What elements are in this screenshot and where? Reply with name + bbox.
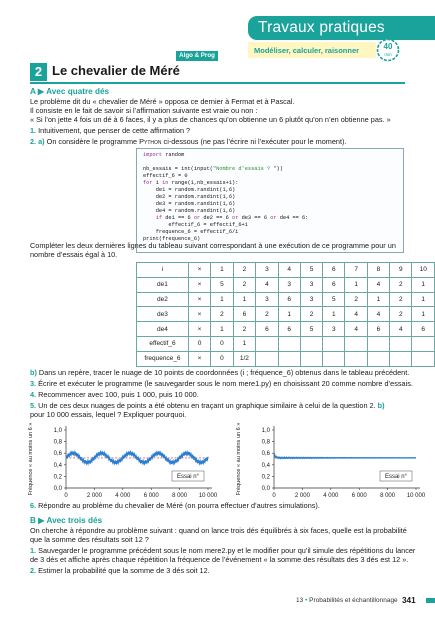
chapter-title: Probabilités et échantillonnage	[309, 597, 398, 604]
table-cell: 1	[345, 277, 367, 292]
chart-oscillating	[26, 420, 218, 502]
table-cell: 6	[233, 307, 256, 322]
table-row-label: de1	[137, 277, 189, 292]
table-cell: 1	[211, 322, 233, 337]
y-tick-label: 0,4	[53, 462, 62, 469]
x-tick-label: 10 000	[198, 493, 218, 499]
table-cell: 6	[367, 322, 389, 337]
y-tick-label: 0,2	[261, 474, 270, 481]
table-cell: 5	[211, 277, 233, 292]
question-1	[30, 126, 190, 135]
code-line: for i in range(1,nb_essais+1):	[143, 180, 239, 186]
table-cell: 4	[390, 322, 412, 337]
table-cell: 1	[233, 336, 256, 351]
y-tick-label: 0,8	[53, 439, 62, 446]
table-cell	[412, 336, 435, 351]
x-tick-label: 2 000	[86, 493, 102, 499]
table-row	[137, 277, 435, 292]
part-b-intro-2: que la somme des résultats soit 12 ?	[30, 535, 149, 544]
table-row	[137, 351, 435, 366]
table-cell: 2	[300, 307, 322, 322]
part-b-question-2-text: Estimer la probabilité que la somme de 3 dés soit 12.	[38, 566, 210, 575]
table-cell	[367, 336, 389, 351]
section-a-heading: A ▶ Avec quatre dés	[30, 87, 110, 96]
code-line: print(frequence_6)	[143, 236, 201, 242]
question-2a	[30, 137, 346, 146]
part-b-question-2	[30, 566, 210, 575]
table-cell: 3	[278, 277, 300, 292]
table-row-label: i	[137, 263, 189, 278]
question-2a-post: ci-dessous (ne pas l’écrire ni l’exécuter pour le moment).	[161, 137, 347, 146]
y-tick-label: 0,6	[53, 451, 62, 458]
y-tick-label: 0,8	[261, 439, 270, 446]
annotation-label: Essai n°	[176, 474, 200, 480]
question-1-number: 1.	[30, 126, 37, 135]
x-tick-label: 10 000	[406, 493, 426, 499]
x-tick-label: 8 000	[380, 493, 396, 499]
question-3-number: 3.	[30, 379, 37, 388]
y-tick-label: 1,0	[53, 428, 62, 434]
table-cell: 7	[345, 263, 367, 278]
table-cell: 6	[323, 277, 345, 292]
code-line: import random	[143, 152, 185, 158]
y-axis-label: Fréquence « au moins un 6 »	[28, 422, 34, 496]
code-line: nb_essais = int(input("Nombre d'essais ? "))	[143, 166, 283, 172]
part-b-question-1-line-1	[30, 546, 415, 555]
question-3-text: Écrire et exécuter le programme (le sauvegarder sous le nom mere1.py) en choisissant 20 comme nombre d’essais.	[38, 379, 413, 388]
y-tick-label: 0,2	[53, 474, 62, 481]
table-cell: 10	[412, 263, 435, 278]
question-5-b: b)	[377, 401, 385, 410]
table-cell: 0	[211, 351, 233, 366]
intro-line-1: Le problème dit du « chevalier de Méré » opposa ce dernier à Fermat et à Pascal.	[30, 97, 295, 106]
code-line: effectif_6 = effectif_6+1	[143, 222, 248, 228]
question-2b-text: Dans un repère, tracer le nuage de 10 points de coordonnées (i ; fréquence_6) obtenus dans le tableau précédent.	[38, 368, 410, 377]
section-b-heading: B ▶ Avec trois dés	[30, 516, 103, 525]
table-cell: 4	[345, 307, 367, 322]
table-cell: 2	[211, 307, 233, 322]
table-cell: 4	[367, 307, 389, 322]
question-2-number: 2.	[30, 137, 37, 146]
simulation-table	[136, 262, 435, 367]
question-4-number: 4.	[30, 390, 37, 399]
table-cell: 5	[300, 322, 322, 337]
table-cell: 2	[390, 292, 412, 307]
table-cell: 4	[345, 322, 367, 337]
table-cell: 1	[211, 292, 233, 307]
table-cell: 3	[256, 292, 278, 307]
table-cell: 6	[256, 322, 278, 337]
table-cell	[345, 351, 367, 366]
page-number: 341	[402, 596, 416, 605]
y-tick-label: 0,4	[261, 462, 270, 469]
complete-line-1: Compléter les deux dernières lignes du tableau suivant correspondant à une exécution de ce programme pour un	[30, 241, 396, 250]
part-b-question-1-line-2: de 3 dés et affiche après chaque répétition la fréquence de l’événement « la somme des résultats des 3 dés est 12 ».	[30, 555, 409, 564]
table-cell	[300, 336, 322, 351]
y-tick-label: 1,0	[261, 428, 270, 434]
table-cell: 1	[278, 307, 300, 322]
code-line: de1 = random.randint(1,6)	[143, 187, 236, 193]
y-axis-label: Fréquence « au moins un 6 »	[236, 422, 242, 496]
part-b-question-2-number: 2.	[30, 566, 37, 575]
question-5-text-1: Un de ces deux nuages de points a été obtenu en traçant un graphique similaire à celui de la question 2.	[38, 401, 376, 410]
code-line: de4 = random.randint(1,6)	[143, 208, 236, 214]
table-cell: ×	[188, 351, 210, 366]
y-tick-label: 0,0	[261, 486, 270, 492]
chart-converging	[234, 420, 426, 502]
table-row	[137, 263, 435, 278]
table-cell	[412, 351, 435, 366]
table-cell: 5	[323, 292, 345, 307]
x-tick-label: 4 000	[115, 493, 131, 499]
table-cell: 1	[367, 292, 389, 307]
table-cell: 3	[300, 277, 322, 292]
question-5-line-1	[30, 401, 385, 410]
exercise-title: Le chevalier de Méré	[52, 63, 180, 78]
table-cell	[390, 351, 412, 366]
y-tick-label: 0,0	[53, 486, 62, 492]
table-cell	[367, 351, 389, 366]
page-corner-mark	[426, 596, 435, 605]
table-cell: 2	[345, 292, 367, 307]
x-tick-label: 8 000	[172, 493, 188, 499]
question-5-line-2: pour 10 000 essais, lequel ? Expliquer pourquoi.	[30, 410, 187, 419]
x-tick-label: 2 000	[294, 493, 310, 499]
question-3	[30, 379, 413, 388]
table-cell	[323, 336, 345, 351]
intro-line-3: « Si l’on jette 4 fois un dé à 6 faces, il y a plus de chances qu’on obtienne un 6 plutôt qu’on n’en obtienne pas. »	[30, 115, 391, 124]
table-cell: 8	[367, 263, 389, 278]
python-word: Python	[139, 137, 162, 146]
table-cell: 5	[300, 263, 322, 278]
table-cell: 1	[412, 307, 435, 322]
table-cell: 4	[278, 263, 300, 278]
question-2a-label: a)	[38, 137, 45, 146]
exercise-number: 2	[30, 63, 47, 81]
table-cell: 2	[233, 322, 256, 337]
table-cell: 2	[233, 277, 256, 292]
table-cell: 6	[278, 292, 300, 307]
table-cell: 1	[412, 292, 435, 307]
table-cell: ×	[188, 292, 210, 307]
timer-value: 40	[383, 42, 393, 51]
question-1-text: Intuitivement, que penser de cette affirmation ?	[38, 126, 191, 135]
question-6-text: Répondre au problème du chevalier de Méré (on pourra effectuer d’autres simulations).	[38, 501, 320, 510]
code-line: de3 = random.randint(1,6)	[143, 201, 236, 207]
table-row-label: frequence_6	[137, 351, 189, 366]
table-cell: ×	[188, 277, 210, 292]
table-cell	[390, 336, 412, 351]
table-row	[137, 292, 435, 307]
code-line: de2 = random.randint(1,6)	[143, 194, 236, 200]
table-cell: ×	[188, 263, 210, 278]
table-cell: 4	[367, 277, 389, 292]
table-cell	[345, 336, 367, 351]
part-b-question-1-number: 1.	[30, 546, 37, 555]
table-cell	[300, 351, 322, 366]
table-cell	[256, 336, 278, 351]
table-row	[137, 307, 435, 322]
question-2b	[30, 368, 409, 377]
table-cell: 1	[412, 277, 435, 292]
part-b-intro-1: On cherche à répondre au problème suivant : quand on lance trois dés équilibrés à six faces, quelle est la probabilité	[30, 526, 407, 535]
table-cell: 0	[211, 336, 233, 351]
footer-chapter: 13 • Probabilités et échantillonnage	[296, 597, 398, 604]
table-cell: 3	[256, 263, 278, 278]
table-row	[137, 336, 435, 351]
code-line: if de1 == 6 or de2 == 6 or de3 == 6 or de4 == 6:	[155, 215, 309, 221]
table-row-label: de2	[137, 292, 189, 307]
algo-prog-tag: Algo & Prog	[176, 51, 218, 61]
question-6-number: 6.	[30, 501, 37, 510]
chapter-number: 13	[296, 597, 304, 604]
code-line: effectif_6 = 0	[143, 173, 188, 179]
question-4-text: Recommencer avec 100, puis 1 000, puis 10 000.	[38, 390, 199, 399]
question-6	[30, 501, 320, 510]
table-cell: 6	[278, 322, 300, 337]
table-row-label: de3	[137, 307, 189, 322]
y-tick-label: 0,6	[261, 451, 270, 458]
table-cell: 4	[256, 277, 278, 292]
series-line	[274, 453, 416, 458]
table-row	[137, 322, 435, 337]
table-cell: 3	[300, 292, 322, 307]
table-cell: 3	[323, 322, 345, 337]
table-row-label: de4	[137, 322, 189, 337]
title-rule	[30, 82, 405, 84]
annotation-label: Essai n°	[384, 474, 408, 480]
question-4	[30, 390, 199, 399]
table-cell: 6	[412, 322, 435, 337]
question-2b-label: b)	[30, 368, 37, 377]
table-cell: 1	[233, 292, 256, 307]
table-cell: 6	[323, 263, 345, 278]
question-2a-pre: On considère le programme	[46, 137, 140, 146]
table-cell: ×	[188, 307, 210, 322]
table-cell: ×	[188, 322, 210, 337]
table-cell: 1	[323, 307, 345, 322]
timer-unit: min	[384, 52, 392, 57]
banner-title: Travaux pratiques	[248, 16, 435, 40]
x-tick-label: 0	[272, 493, 276, 499]
table-cell: 9	[390, 263, 412, 278]
x-tick-label: 6 000	[143, 493, 159, 499]
x-tick-label: 4 000	[323, 493, 339, 499]
complete-line-2: nombre d’essais égal à 10.	[30, 250, 118, 259]
table-cell: 0	[188, 336, 210, 351]
part-b-question-1-text-1: Sauvegarder le programme précédent sous le nom mere2.py et le modifier pour qu’il simule des répétitions du lancer	[38, 546, 416, 555]
intro-line-2: Il consiste en le fait de savoir si l’affirmation suivante est vraie ou non :	[30, 106, 258, 115]
x-tick-label: 0	[64, 493, 68, 499]
table-cell: 2	[233, 263, 256, 278]
skills-subtitle: Modéliser, calculer, raisonner	[248, 42, 376, 58]
table-cell: 2	[390, 277, 412, 292]
table-cell	[256, 351, 278, 366]
x-tick-label: 6 000	[351, 493, 367, 499]
table-cell: 2	[256, 307, 278, 322]
table-cell	[278, 351, 300, 366]
table-cell: 1/2	[233, 351, 256, 366]
code-line: frequence_6 = effectif_6/i	[143, 229, 239, 235]
table-row-label: effectif_6	[137, 336, 189, 351]
table-cell	[278, 336, 300, 351]
table-cell: 2	[390, 307, 412, 322]
python-code-block	[136, 148, 404, 253]
question-5-number: 5.	[30, 401, 37, 410]
table-cell	[323, 351, 345, 366]
table-cell: 1	[211, 263, 233, 278]
code-line	[143, 159, 397, 166]
